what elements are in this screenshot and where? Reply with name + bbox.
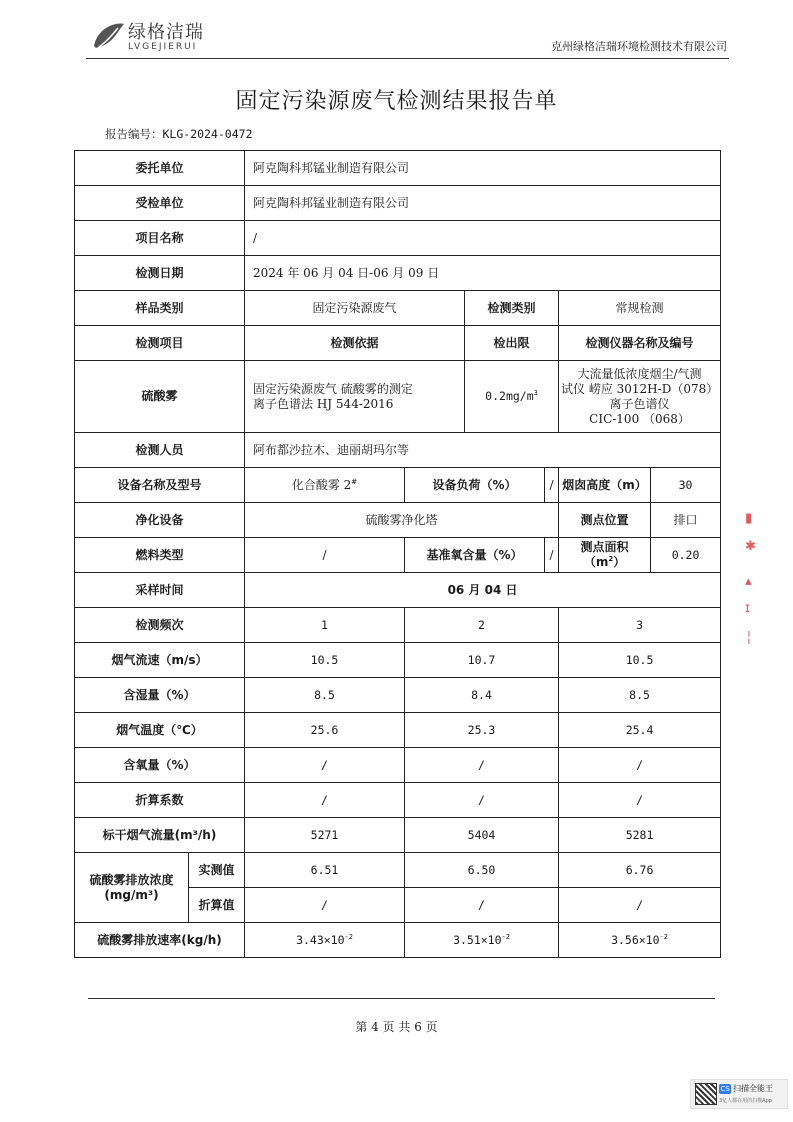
concentration-label-line-2: (mg/m³) — [104, 887, 159, 902]
inspected-value: 阿克陶科邦锰业制造有限公司 — [245, 186, 721, 221]
table-row — [75, 186, 721, 221]
limit-number: 0.2mg/m — [485, 389, 534, 404]
footer-divider — [88, 998, 715, 999]
equipment-name-label: 设备名称及型号 — [75, 468, 245, 503]
basis-line-2: 离子色谱法 HJ 544-2016 — [253, 396, 394, 411]
converted-cell: / — [405, 888, 559, 923]
purify-value: 硫酸雾净化塔 — [245, 503, 559, 538]
area-label-superscript: 2 — [608, 555, 614, 563]
test-type-label: 检测类别 — [465, 291, 559, 326]
sample-type-label: 样品类别 — [75, 291, 245, 326]
personnel-label: 检测人员 — [75, 433, 245, 468]
instrument-line-4: CIC-100 （068） — [589, 411, 690, 426]
instrument-line-1: 大流量低浓度烟尘/气测 — [577, 366, 702, 381]
instrument-header: 检测仪器名称及编号 — [559, 326, 721, 361]
table-row — [75, 256, 721, 291]
result-cell: 25.4 — [559, 713, 721, 748]
result-row-label: 折算系数 — [75, 783, 245, 818]
table-row — [75, 468, 721, 503]
equipment-name-superscript: # — [351, 477, 358, 486]
logo-leaf-icon — [88, 16, 128, 56]
client-value: 阿克陶科邦锰业制造有限公司 — [245, 151, 721, 186]
result-cell: / — [405, 783, 559, 818]
result-cell: / — [245, 748, 405, 783]
scanner-app-icon: CS — [720, 1085, 730, 1093]
result-cell: 8.4 — [405, 678, 559, 713]
limit-header: 检出限 — [465, 326, 559, 361]
inspected-label: 受检单位 — [75, 186, 245, 221]
result-row-label: 烟气流速（m/s） — [75, 643, 245, 678]
basis-line-1: 固定污染源废气 硫酸雾的测定 — [253, 381, 413, 396]
sample-type-value: 固定污染源废气 — [245, 291, 465, 326]
qr-code-icon — [695, 1083, 717, 1105]
report-number — [105, 126, 253, 142]
measured-cell: 6.51 — [245, 853, 405, 888]
rate-base: 3.43×10 — [296, 932, 345, 947]
oxygen-label: 基准氧含量（%） — [405, 538, 545, 573]
frequency-2: 2 — [405, 608, 559, 643]
personnel-value: 阿布都沙拉木、迪丽胡玛尔等 — [245, 433, 721, 468]
equipment-name-value — [245, 468, 405, 503]
rate-exponent: -2 — [501, 932, 510, 941]
concentration-label-line-1: 硫酸雾排放浓度 — [89, 872, 174, 887]
frequency-1: 1 — [245, 608, 405, 643]
table-row — [75, 818, 721, 853]
area-label-text: 测点面积（m — [580, 540, 629, 569]
concentration-label — [75, 853, 189, 923]
project-value: / — [245, 221, 721, 256]
page-number: 第 4 页 共 6 页 — [355, 1020, 438, 1034]
table-row — [75, 433, 721, 468]
result-cell: / — [405, 748, 559, 783]
scanner-app-name: 扫描全能王 — [733, 1084, 773, 1093]
limit-value — [465, 361, 559, 433]
fuel-value: / — [245, 538, 405, 573]
limit-superscript: 3 — [533, 389, 538, 398]
results-table — [74, 150, 721, 958]
result-row-label: 烟气温度（℃） — [75, 713, 245, 748]
table-row — [75, 643, 721, 678]
measured-label: 实测值 — [189, 853, 245, 888]
result-cell: 5271 — [245, 818, 405, 853]
oxygen-value: / — [545, 538, 559, 573]
instrument-line-3: 离子色谱仪 — [609, 396, 670, 411]
area-label-close: ） — [613, 555, 626, 569]
seal-fragment: ╎ — [745, 631, 753, 646]
area-value: 0.20 — [651, 538, 721, 573]
table-row — [75, 291, 721, 326]
logo-english-text: LVGEJIERUI — [128, 42, 198, 52]
purify-label: 净化设备 — [75, 503, 245, 538]
table-row — [75, 713, 721, 748]
page-title: 固定污染源废气检测结果报告单 — [235, 89, 558, 114]
load-value: / — [545, 468, 559, 503]
client-label: 委托单位 — [75, 151, 245, 186]
equipment-name-text: 化合酸雾 2 — [291, 477, 352, 492]
scanner-watermark — [690, 1079, 788, 1109]
result-cell: 25.6 — [245, 713, 405, 748]
date-value: 2024 年 06 月 04 日-06 月 09 日 — [245, 256, 721, 291]
basis-value — [245, 361, 465, 433]
height-label: 烟囱高度（m） — [559, 468, 651, 503]
result-cell: 10.5 — [559, 643, 721, 678]
rate-cell — [405, 923, 559, 958]
item-header: 检测项目 — [75, 326, 245, 361]
table-row — [75, 678, 721, 713]
table-row — [75, 361, 721, 433]
seal-fragment: ▮ — [745, 511, 753, 526]
area-label — [559, 538, 651, 573]
converted-cell: / — [559, 888, 721, 923]
seal-fragment: ɪ — [745, 601, 750, 616]
converted-label: 折算值 — [189, 888, 245, 923]
measured-cell: 6.50 — [405, 853, 559, 888]
height-value: 30 — [651, 468, 721, 503]
test-type-value: 常规检测 — [559, 291, 721, 326]
sampling-time-label: 采样时间 — [75, 573, 245, 608]
table-row — [75, 783, 721, 818]
table-row — [75, 573, 721, 608]
header-divider — [86, 58, 729, 59]
rate-cell — [245, 923, 405, 958]
table-row — [75, 923, 721, 958]
result-row-label: 含氧量（%） — [75, 748, 245, 783]
frequency-label: 检测频次 — [75, 608, 245, 643]
rate-label: 硫酸雾排放速率(kg/h) — [75, 923, 245, 958]
table-row — [75, 503, 721, 538]
result-cell: 10.5 — [245, 643, 405, 678]
frequency-3: 3 — [559, 608, 721, 643]
rate-base: 3.56×10 — [611, 932, 660, 947]
result-cell: 8.5 — [245, 678, 405, 713]
company-name: 克州绿格洁瑞环境检测技术有限公司 — [551, 40, 727, 53]
result-cell: 5281 — [559, 818, 721, 853]
sampling-time-value: 06 月 04 日 — [245, 573, 721, 608]
table-row — [75, 853, 721, 888]
measured-cell: 6.76 — [559, 853, 721, 888]
table-row — [75, 748, 721, 783]
result-cell: 8.5 — [559, 678, 721, 713]
basis-header: 检测依据 — [245, 326, 465, 361]
table-row — [75, 608, 721, 643]
instrument-value — [559, 361, 721, 433]
scanner-app-tagline: 3亿人都在用的扫描App — [719, 1098, 772, 1104]
seal-fragment: ✱ — [745, 539, 756, 554]
table-row — [75, 538, 721, 573]
table-row — [75, 151, 721, 186]
result-cell: 5404 — [405, 818, 559, 853]
result-row-label: 标干烟气流量(m³/h) — [75, 818, 245, 853]
rate-exponent: -2 — [659, 932, 668, 941]
result-cell: 25.3 — [405, 713, 559, 748]
converted-cell: / — [245, 888, 405, 923]
load-label: 设备负荷（%） — [405, 468, 545, 503]
result-cell: / — [245, 783, 405, 818]
result-cell: 10.7 — [405, 643, 559, 678]
result-cell: / — [559, 783, 721, 818]
company-logo — [88, 16, 218, 58]
instrument-line-2: 试仪 崂应 3012H-D（078） — [561, 381, 719, 396]
rate-cell — [559, 923, 721, 958]
date-label: 检测日期 — [75, 256, 245, 291]
rate-exponent: -2 — [344, 932, 353, 941]
point-label: 测点位置 — [559, 503, 651, 538]
table-row — [75, 326, 721, 361]
item-value: 硫酸雾 — [75, 361, 245, 433]
rate-base: 3.51×10 — [453, 932, 502, 947]
point-value: 排口 — [651, 503, 721, 538]
fuel-label: 燃料类型 — [75, 538, 245, 573]
result-cell: / — [559, 748, 721, 783]
logo-chinese-text: 绿格洁瑞 — [128, 22, 204, 43]
seal-fragment: ▴ — [745, 574, 752, 589]
table-row — [75, 221, 721, 256]
report-number-label: 报告编号： — [105, 127, 163, 141]
project-label: 项目名称 — [75, 221, 245, 256]
result-row-label: 含湿量（%） — [75, 678, 245, 713]
report-number-value: KLG-2024-0472 — [162, 127, 253, 141]
